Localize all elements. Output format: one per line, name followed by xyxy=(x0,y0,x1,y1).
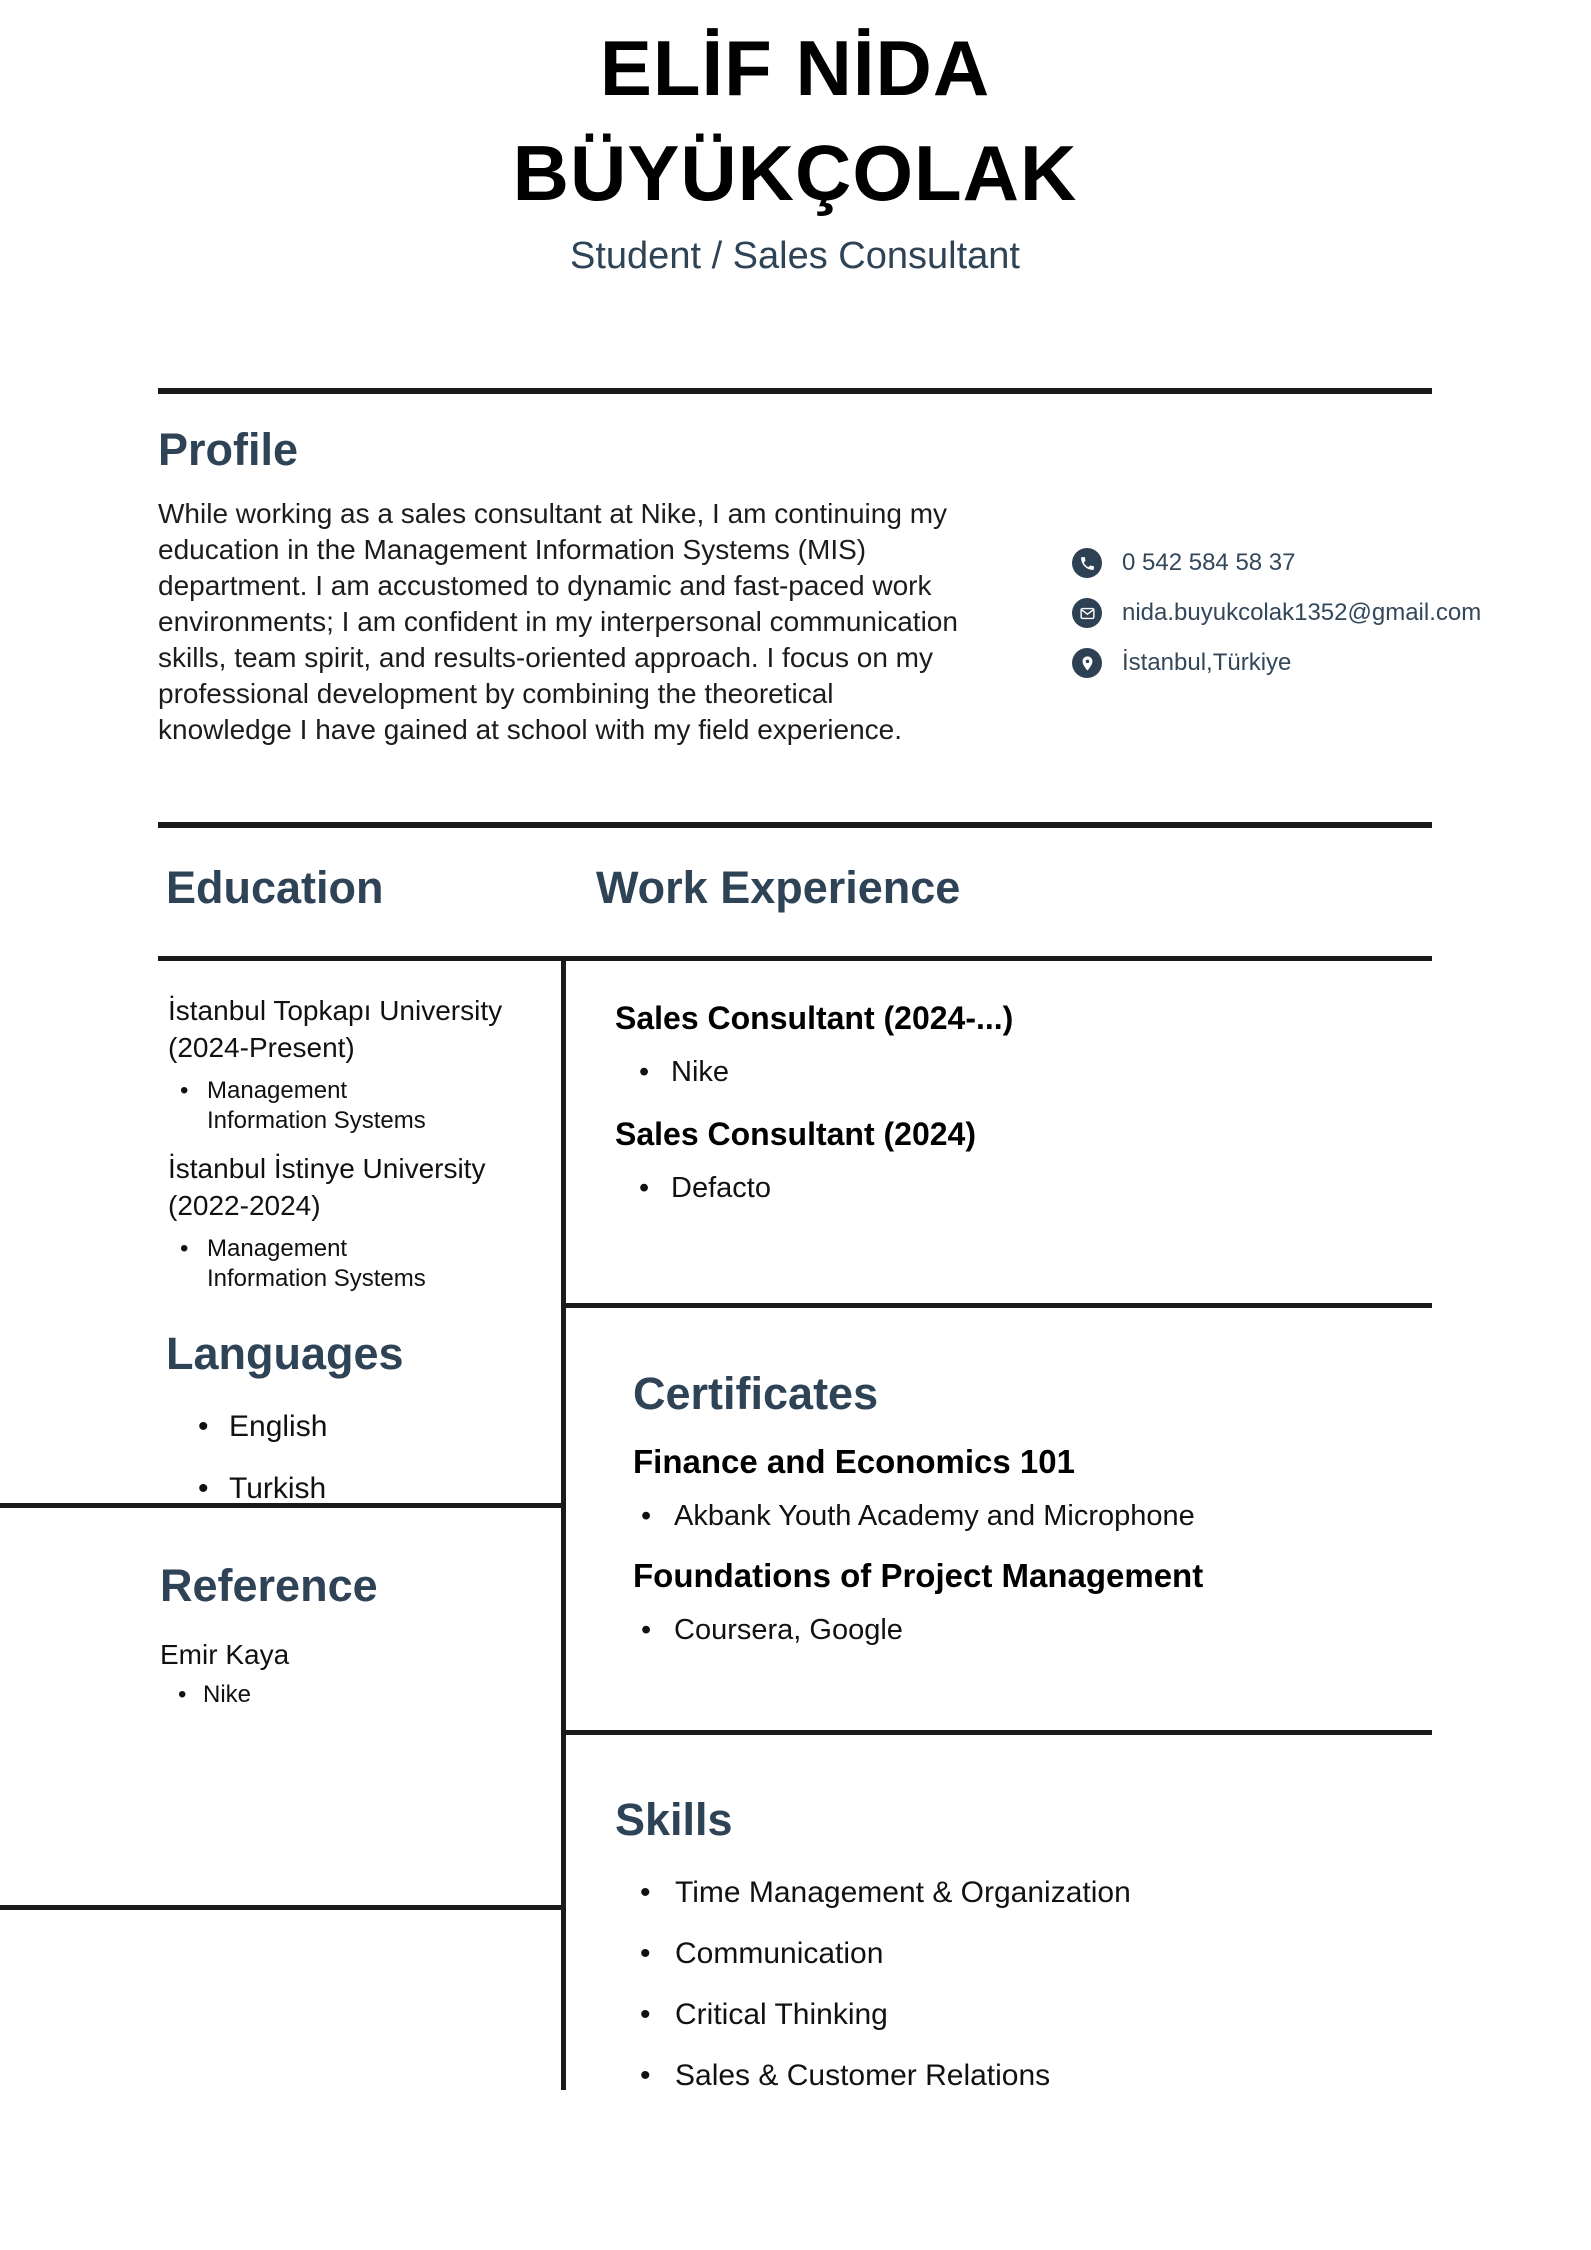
skills-section xyxy=(615,1794,1335,2118)
reference-bullet: • Nike xyxy=(160,1680,520,1710)
person-name-line2: BÜYÜKÇOLAK xyxy=(512,129,1078,217)
certificate-name: Foundations of Project Management xyxy=(633,1557,1204,1594)
profile-title: Profile xyxy=(158,424,299,475)
certificate-bullet-list xyxy=(633,1498,1353,1534)
email-icon xyxy=(1072,598,1102,628)
contact-location-row xyxy=(1072,648,1481,678)
divider-vertical xyxy=(561,956,566,2090)
skill-item: • Time Management & Organization xyxy=(615,1874,1335,1911)
contact-location-value: İstanbul,Türkiye xyxy=(1122,649,1292,676)
reference-section xyxy=(160,1560,520,1710)
certificate-bullet: • Coursera, Google xyxy=(633,1612,1353,1648)
education-item xyxy=(168,1150,540,1294)
languages-section xyxy=(166,1328,496,1532)
work-item xyxy=(615,1114,1315,1206)
skills-list xyxy=(615,1874,1335,2094)
certificate-bullet-list xyxy=(633,1612,1353,1648)
reference-title: Reference xyxy=(160,1560,378,1611)
certificate-item xyxy=(633,1556,1353,1648)
language-item: • Turkish xyxy=(166,1470,496,1508)
header xyxy=(158,16,1432,280)
skill-item: • Critical Thinking xyxy=(615,1996,1335,2033)
work-bullet-list xyxy=(615,1170,1315,1206)
education-school: İstanbul İstinye University xyxy=(168,1153,486,1184)
work-experience-section xyxy=(615,998,1315,1230)
education-years: (2022-2024) xyxy=(168,1190,321,1221)
skills-title: Skills xyxy=(615,1794,733,1845)
education-item xyxy=(168,992,540,1136)
profile-section xyxy=(158,424,988,748)
divider-below-profile xyxy=(158,822,1432,828)
certificate-name: Finance and Economics 101 xyxy=(633,1443,1075,1480)
divider-top xyxy=(158,388,1432,394)
work-role: Sales Consultant (2024) xyxy=(615,1116,976,1152)
languages-list xyxy=(166,1408,496,1508)
divider-right-1 xyxy=(566,1303,1432,1308)
location-pin-icon xyxy=(1072,648,1102,678)
education-school: İstanbul Topkapı University xyxy=(168,995,503,1026)
contact-email-value: nida.buyukcolak1352@gmail.com xyxy=(1122,599,1482,626)
divider-below-headings xyxy=(158,956,1432,961)
education-bullet: • Management Information Systems xyxy=(168,1076,457,1136)
work-role: Sales Consultant (2024-...) xyxy=(615,1000,1014,1036)
certificate-item xyxy=(633,1442,1353,1534)
person-subtitle: Student / Sales Consultant xyxy=(570,235,1020,277)
language-item: • English xyxy=(166,1408,496,1446)
divider-left-2 xyxy=(0,1905,565,1910)
languages-title: Languages xyxy=(166,1328,404,1379)
profile-text: While working as a sales consultant at Nike, I am continuing my education in the Management Information Systems (MIS) department. I am accustomed to dynamic and fast-paced work environments; I am confident in my interpersonal communication skills, team spirit, and results-oriented approach. I focus on my professional development by combining the theoretical knowledge I have gained at school with my field experience. xyxy=(158,498,958,745)
certificates-title: Certificates xyxy=(633,1368,879,1419)
work-bullet-list xyxy=(615,1054,1315,1090)
education-bullet-list xyxy=(168,1076,540,1136)
education-title: Education xyxy=(166,862,384,913)
reference-name: Emir Kaya xyxy=(160,1639,290,1670)
work-bullet: • Defacto xyxy=(615,1170,1315,1206)
contact-block xyxy=(1072,548,1481,678)
contact-email-row xyxy=(1072,598,1481,628)
contact-phone-value: 0 542 584 58 37 xyxy=(1122,549,1296,576)
education-bullet: • Management Information Systems xyxy=(168,1234,457,1294)
work-bullet: • Nike xyxy=(615,1054,1315,1090)
reference-bullet-list xyxy=(160,1680,520,1710)
skill-item: • Sales & Customer Relations xyxy=(615,2057,1335,2094)
education-section xyxy=(168,992,540,1308)
education-years: (2024-Present) xyxy=(168,1032,355,1063)
phone-icon xyxy=(1072,548,1102,578)
contact-phone-row xyxy=(1072,548,1481,578)
work-experience-title: Work Experience xyxy=(596,862,961,913)
work-item xyxy=(615,998,1315,1090)
certificate-bullet: • Akbank Youth Academy and Microphone xyxy=(633,1498,1353,1534)
divider-right-2 xyxy=(566,1730,1432,1735)
person-name-line1: ELİF NİDA xyxy=(599,24,991,112)
certificates-section xyxy=(633,1368,1353,1648)
skill-item: • Communication xyxy=(615,1935,1335,1972)
education-bullet-list xyxy=(168,1234,540,1294)
